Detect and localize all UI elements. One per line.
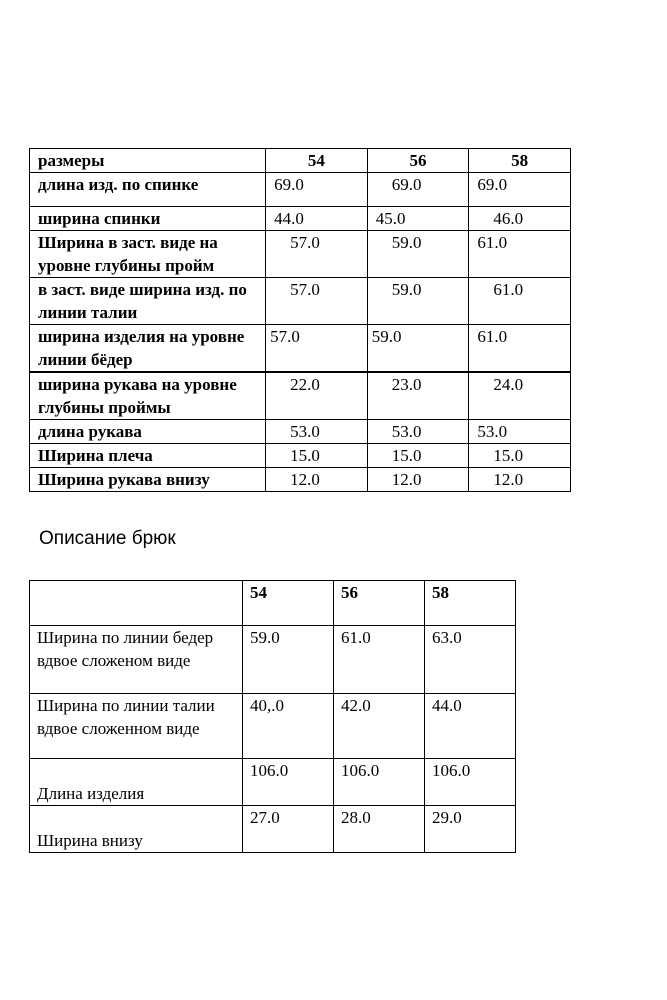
row-label: Ширина рукава внизу [30,468,266,492]
size-header-56: 56 [334,581,425,626]
header-label [30,581,243,626]
header-label: размеры [30,149,266,173]
cell-value: 28.0 [334,806,425,853]
row-label: Ширина в заст. виде на уровне глубины пройм [30,231,266,278]
row-label: Длина изделия [30,759,243,806]
cell-value: 61.0 [469,231,571,278]
cell-value: 15.0 [266,444,368,468]
cell-value: 61.0 [469,325,571,373]
cell-value: 59.0 [367,278,469,325]
cell-value: 46.0 [469,207,571,231]
cell-value: 59.0 [367,231,469,278]
table-row [30,694,516,759]
cell-value: 59.0 [367,325,469,373]
cell-value: 15.0 [469,444,571,468]
cell-value: 45.0 [367,207,469,231]
cell-value: 59.0 [243,626,334,694]
table-row [30,626,516,694]
cell-value: 61.0 [469,278,571,325]
row-label: Ширина по линии талии вдвое сложенном виде [30,694,243,759]
cell-value: 57.0 [266,325,368,373]
table-row [30,806,516,853]
table-row [30,173,571,207]
table-row [30,207,571,231]
table-header-row [30,149,571,173]
cell-value: 40,.0 [243,694,334,759]
size-header-54: 54 [243,581,334,626]
cell-value: 69.0 [266,173,368,207]
section-heading-trousers: Описание брюк [39,528,176,549]
size-header-58: 58 [469,149,571,173]
row-label: в заст. виде ширина изд. по линии талии [30,278,266,325]
cell-value: 106.0 [425,759,516,806]
cell-value: 63.0 [425,626,516,694]
row-label: ширина изделия на уровне линии бёдер [30,325,266,373]
row-label: ширина спинки [30,207,266,231]
table-row [30,444,571,468]
cell-value: 24.0 [469,372,571,420]
row-label: ширина рукава на уровне глубины проймы [30,372,266,420]
table-row [30,325,571,373]
table-header-row [30,581,516,626]
cell-value: 69.0 [469,173,571,207]
table-row [30,278,571,325]
table-row [30,231,571,278]
measurements-table-jacket [29,148,571,492]
cell-value: 12.0 [469,468,571,492]
table-row [30,468,571,492]
cell-value: 29.0 [425,806,516,853]
row-label: Ширина внизу [30,806,243,853]
cell-value: 61.0 [334,626,425,694]
cell-value: 69.0 [367,173,469,207]
cell-value: 53.0 [469,420,571,444]
cell-value: 22.0 [266,372,368,420]
cell-value: 53.0 [367,420,469,444]
cell-value: 44.0 [266,207,368,231]
cell-value: 106.0 [334,759,425,806]
row-label: длина изд. по спинке [30,173,266,207]
table-row [30,420,571,444]
measurements-table-trousers [29,580,516,853]
size-header-56: 56 [367,149,469,173]
row-label: Ширина плеча [30,444,266,468]
table-row [30,759,516,806]
cell-value: 27.0 [243,806,334,853]
cell-value: 12.0 [367,468,469,492]
table-row [30,372,571,420]
cell-value: 12.0 [266,468,368,492]
cell-value: 23.0 [367,372,469,420]
cell-value: 42.0 [334,694,425,759]
cell-value: 57.0 [266,278,368,325]
cell-value: 106.0 [243,759,334,806]
size-header-54: 54 [266,149,368,173]
cell-value: 15.0 [367,444,469,468]
size-header-58: 58 [425,581,516,626]
cell-value: 44.0 [425,694,516,759]
cell-value: 53.0 [266,420,368,444]
row-label: Ширина по линии бедер вдвое сложеном виде [30,626,243,694]
row-label: длина рукава [30,420,266,444]
cell-value: 57.0 [266,231,368,278]
